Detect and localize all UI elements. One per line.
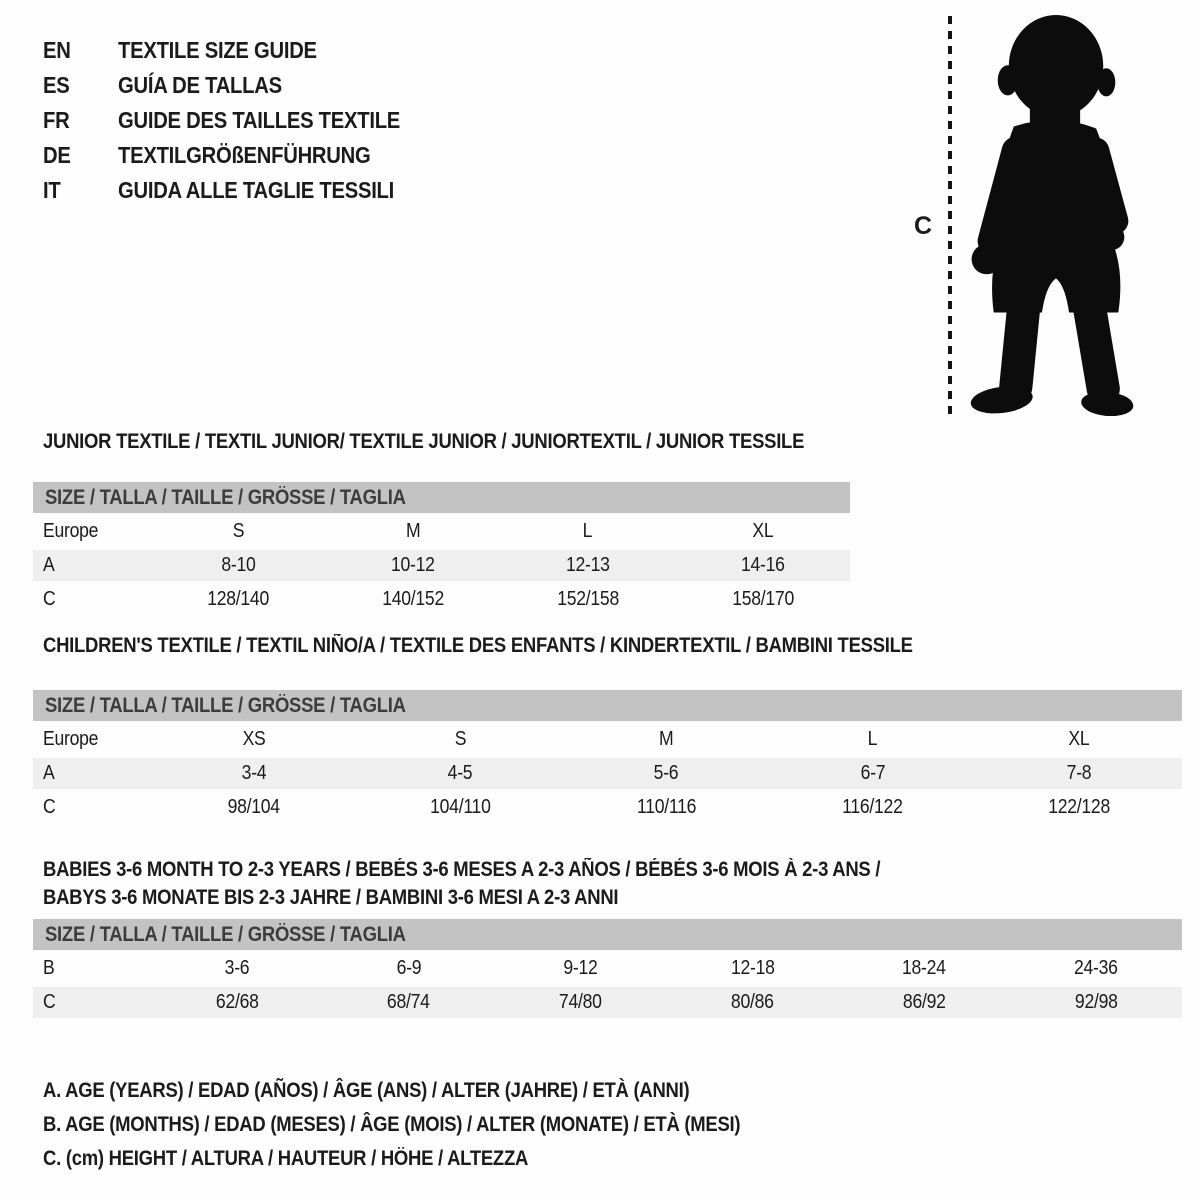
table-row [33,758,1182,789]
measurement-legend [43,1074,835,1176]
height-cell: 116/122 [842,796,903,818]
age-cell: 3-4 [151,758,357,789]
row-label: A [33,550,151,581]
row-label: C [33,987,151,1018]
language-code: DE [43,142,71,168]
guide-title: TEXTILGRÖßENFÜHRUNG [118,142,371,168]
age-cell: 5-6 [563,758,769,789]
height-cell: 68/74 [323,987,495,1018]
table-row [33,987,1182,1018]
language-code: EN [43,37,71,63]
language-code: FR [43,107,70,133]
height-cell: 152/158 [556,588,619,610]
table-row [33,550,850,581]
height-measure-dashed-line [948,16,952,416]
size-header-bar: SIZE / TALLA / TAILLE / GRÖSSE / TAGLIA [33,690,1182,721]
age-cell: 12-13 [501,550,676,581]
height-cell: 140/152 [382,588,445,610]
row-label: Europe [43,520,99,542]
height-cell: 80/86 [666,987,838,1018]
size-cell: M [405,520,421,542]
language-code: ES [43,72,70,98]
age-cell: 14-16 [675,550,850,581]
age-cell: 6-9 [396,957,422,979]
height-cell: 128/140 [207,588,270,610]
size-cell: S [454,728,467,750]
list-item [43,173,439,208]
height-cell: 110/116 [636,796,697,818]
size-cell: L [583,520,593,542]
table-row [33,516,850,547]
legend-item-a: A. AGE (YEARS) / EDAD (AÑOS) / ÂGE (ANS) / ALTER (JAHRE) / ETÀ (ANNI) [43,1079,690,1102]
section-title-line2: BABYS 3-6 MONATE BIS 2-3 JAHRE / BAMBINI 3-6 MESI A 2-3 ANNI [43,886,619,909]
age-cell: 4-5 [357,758,563,789]
height-cell: 122/128 [1047,796,1110,818]
age-cell: 3-6 [224,957,250,979]
age-cell: 8-10 [151,550,326,581]
row-label: C [43,796,56,818]
section-title: JUNIOR TEXTILE / TEXTIL JUNIOR/ TEXTILE JUNIOR / JUNIORTEXTIL / JUNIOR TESSILE [43,430,805,453]
size-cell: XS [242,728,266,750]
age-cell: 6-7 [770,758,976,789]
table-row [33,724,1182,755]
toddler-silhouette-icon [966,14,1142,416]
guide-title: GUIDA ALLE TAGLIE TESSILI [118,177,395,203]
measure-label-c: C [914,212,933,240]
row-label: Europe [43,728,99,750]
size-cell: M [659,728,674,750]
childrens-textile-section [33,634,1182,826]
junior-size-table [33,513,850,618]
row-label: A [33,758,151,789]
language-guide-list [43,33,439,208]
legend-item-b: B. AGE (MONTHS) / EDAD (MESES) / ÂGE (MOIS) / ALTER (MONATE) / ETÀ (MESI) [43,1113,741,1136]
height-cell: 158/170 [731,588,794,610]
height-cell: 98/104 [227,796,281,818]
babies-textile-section [33,858,1182,1021]
list-item [43,33,439,68]
section-title-line1: BABIES 3-6 MONTH TO 2-3 YEARS / BEBÉS 3-6 MESES A 2-3 AÑOS / BÉBÉS 3-6 MOIS À 2-3 ANS / [43,858,881,881]
height-cell: 104/110 [430,796,491,818]
children-size-table [33,721,1182,826]
table-row [33,792,1182,823]
age-cell: 18-24 [902,957,947,979]
guide-title: GUÍA DE TALLAS [118,72,282,98]
age-cell: 7-8 [976,758,1182,789]
legend-item-c: C. (cm) HEIGHT / ALTURA / HAUTEUR / HÖHE / ALTEZZA [43,1147,529,1170]
guide-title: TEXTILE SIZE GUIDE [118,37,317,63]
list-item [43,103,439,138]
age-cell: 10-12 [326,550,501,581]
size-cell: XL [1068,728,1090,750]
age-cell: 9-12 [563,957,598,979]
size-cell: S [232,520,245,542]
height-cell: 74/80 [495,987,667,1018]
row-label: C [43,588,56,610]
section-title: CHILDREN'S TEXTILE / TEXTIL NIÑO/A / TEXTILE DES ENFANTS / KINDERTEXTIL / BAMBINI TESSILE [43,634,913,657]
babies-size-table [33,950,1182,1021]
height-cell: 92/98 [1010,987,1182,1018]
junior-textile-section [33,430,850,618]
height-cell: 62/68 [151,987,323,1018]
size-header-bar: SIZE / TALLA / TAILLE / GRÖSSE / TAGLIA [33,919,1182,950]
table-row [33,953,1182,984]
size-cell: L [867,728,878,750]
size-header-bar: SIZE / TALLA / TAILLE / GRÖSSE / TAGLIA [33,482,850,513]
size-cell: XL [752,520,774,542]
table-row [33,584,850,615]
row-label: B [43,957,55,979]
age-cell: 24-36 [1074,957,1118,979]
age-cell: 12-18 [730,957,775,979]
guide-title: GUIDE DES TAILLES TEXTILE [118,107,401,133]
list-item [43,138,439,173]
list-item [43,68,439,103]
language-code: IT [43,177,61,203]
height-cell: 86/92 [838,987,1010,1018]
